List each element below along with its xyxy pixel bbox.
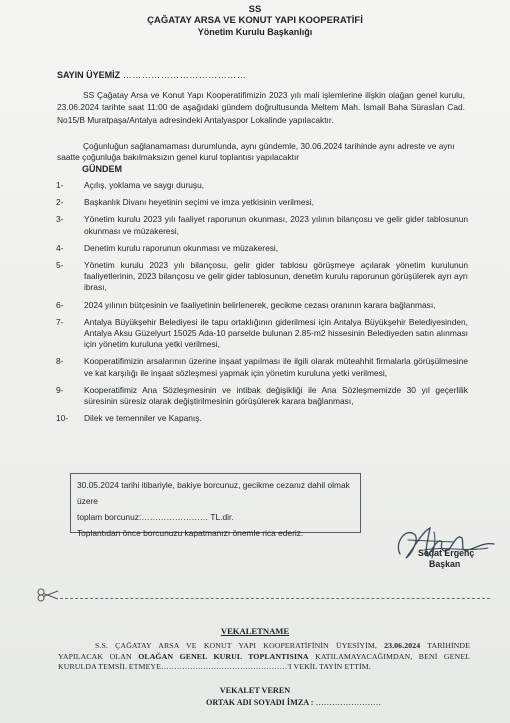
proxy-heading: VEKALETNAME bbox=[220, 626, 290, 636]
agenda-item-number: 2- bbox=[56, 197, 64, 208]
agenda-item-text: Antalya Büyükşehir Belediyesi ile tapu ortaklığının giderilmesi için Antalya Büyükşehir Belediyesinden, Antalya Aksu Güzelyurt 15025 Ada-10 parselde bulunan 2.85-m2 hissesinin Belediyeden satın alınması için yönetim kuruluna yetki verilmesi, bbox=[84, 316, 468, 350]
debt-notice-line: 30.05.2024 tarihi itibariyle, bakiye borcunuz, gecikme cezanız dahil olmak üzere bbox=[77, 480, 350, 506]
agenda-item-number: 10- bbox=[56, 413, 69, 424]
debt-notice-box bbox=[70, 473, 361, 538]
agenda-item-number: 6- bbox=[56, 299, 64, 310]
proxy-text-part: S.S. ÇAĞATAY ARSA VE KONUT YAPI KOOPERATİFİNİN ÜYESİYİM, bbox=[95, 641, 385, 650]
debt-notice-line: Toplantıdan önce borcunuzu kapatmanızı önemle rica ederiz. bbox=[77, 528, 304, 538]
cooperative-name: ÇAĞATAY ARSA VE KONUT YAPI KOOPERATİFİ bbox=[147, 15, 363, 26]
agenda-item-text: Kooperatifimizin arsalarının üzerine inşaat yapılması ile ilgili olarak müteahhit firmalarla görüşülmesine ve kat karşılığı ile inşaat sözleşmesi yapmak için yönetim kuruluna yetki verilmesi, bbox=[84, 356, 468, 378]
agenda-item bbox=[56, 356, 468, 378]
proxy-text-part: TARİHİNDE YAPILACAK OLAN bbox=[58, 641, 470, 661]
board-title: Yönetim Kurulu Başkanlığı bbox=[197, 27, 313, 37]
agenda-item bbox=[56, 197, 468, 208]
agenda-item-text: Yönetim kurulu 2023 yılı bilançosu, gelir gider tablosu görüşmeye açılarak yönetim kurulunun faaliyetlerinin, 2023 bilançosu ve gelir gider tablosunun, denetim kurulu raporunun görüşülerek ayrı ayrı ibrası, bbox=[84, 260, 468, 293]
salutation-dots: ………………………………… bbox=[122, 70, 247, 80]
agenda-item bbox=[56, 413, 468, 424]
agenda-item bbox=[56, 385, 468, 407]
agenda-item-text: Başkanlık Divanı heyetinin seçimi ve imza yetkisinin verilmesi, bbox=[84, 197, 314, 208]
proxy-text-part: KATILAMAYACAĞIMDAN, BENİ GENEL KURULDA TEMSİL ETMEYE…………………………………………'I VEKİL TAYİN ETTİM. bbox=[58, 651, 470, 671]
agenda-item-number: 4- bbox=[56, 242, 64, 253]
agenda-item-text: Yönetim kurulu 2023 yılı faaliyet raporunun okunması, 2023 yılının bilançosu ve gelir gider tablosunun okunması ve müzakeresi, bbox=[84, 214, 468, 236]
quorum-paragraph: Çoğunluğun sağlanamaması durumlunda, aynı gündemle, 30.06.2024 tarihinde aynı adreste ve aynı saatte çoğunluğa bakılmaksızın genel kurul toplantısı yapılacaktır bbox=[57, 141, 455, 162]
proxy-giver-label: VEKALET VEREN bbox=[219, 686, 291, 695]
scissors-icon bbox=[36, 588, 60, 602]
agenda-heading: GÜNDEM bbox=[82, 164, 122, 174]
agenda-item-number: 5- bbox=[56, 260, 64, 271]
agenda-item-number: 3- bbox=[56, 214, 64, 225]
signatory-title: Başkan bbox=[429, 559, 461, 569]
agenda-item bbox=[56, 180, 468, 191]
proxy-meeting-type: OLAĞAN GENEL KURUL TOPLANTISINA bbox=[138, 651, 309, 661]
agenda-item-text: 2024 yılının bütçesinin ve faaliyetinin belirlenerek, gecikme cezası oranının karara bağlanması, bbox=[84, 299, 436, 310]
meeting-announcement-paragraph: SS Çağatay Arsa ve Konut Yapı Kooperatifimizin 2023 yılı mali işlemlerine ilişkin olağan genel kurulu, 23.06.2024 tarihte saat 11:00 de aşağıdaki gündem doğrultusunda Meltem Mah. İsmail Baha Sürasİan Cad. No15/B Muratpaşa/Antalya adresindeki Antalyaspor Lokalinde yapılacaktır. bbox=[57, 90, 465, 125]
agenda-item-text: Denetim kurulu raporunun okunması ve müzakeresi, bbox=[84, 242, 279, 253]
header-abbreviation: SS bbox=[248, 4, 262, 15]
member-name-label: ORTAK ADI SOYADI İMZA : bbox=[206, 698, 314, 707]
agenda-item bbox=[56, 300, 468, 311]
signatory-block bbox=[418, 548, 474, 570]
agenda-item-text: Kooperatifimiz Ana Sözleşmesinin ve intibak değişikliği ile Ana Sözleşmemizde 30 yıl geçerlilik süresinin süresiz olarak değiştirilmesinin görüşülerek karara bağlanması, bbox=[84, 384, 468, 407]
agenda-item bbox=[56, 260, 468, 294]
agenda-item-text: Açılış, yoklama ve saygı duruşu, bbox=[84, 180, 205, 190]
agenda-item bbox=[56, 214, 468, 236]
debt-notice-line: toplam borcunuz:…………………… TL.dir. bbox=[77, 512, 234, 522]
proxy-text bbox=[58, 641, 470, 673]
member-name-dots: …………………… bbox=[315, 698, 382, 707]
salutation-label: SAYIN ÜYEMİZ bbox=[57, 70, 121, 80]
agenda-item-number: 7- bbox=[56, 316, 64, 327]
agenda-item-number: 8- bbox=[56, 356, 64, 367]
agenda-item-number: 1- bbox=[56, 180, 64, 190]
salutation bbox=[57, 70, 246, 80]
agenda-item bbox=[56, 317, 468, 351]
agenda-item bbox=[56, 243, 468, 254]
member-name-signature-line bbox=[206, 698, 381, 707]
signatory-name: Sedat Ergenç bbox=[418, 548, 475, 558]
agenda-item-text: Dilek ve temenniler ve Kapanış. bbox=[84, 413, 202, 424]
cut-line bbox=[60, 598, 490, 599]
proxy-meeting-date: 23.06.2024 bbox=[384, 641, 421, 650]
agenda-list bbox=[56, 180, 468, 430]
agenda-item-number: 9- bbox=[56, 384, 64, 395]
